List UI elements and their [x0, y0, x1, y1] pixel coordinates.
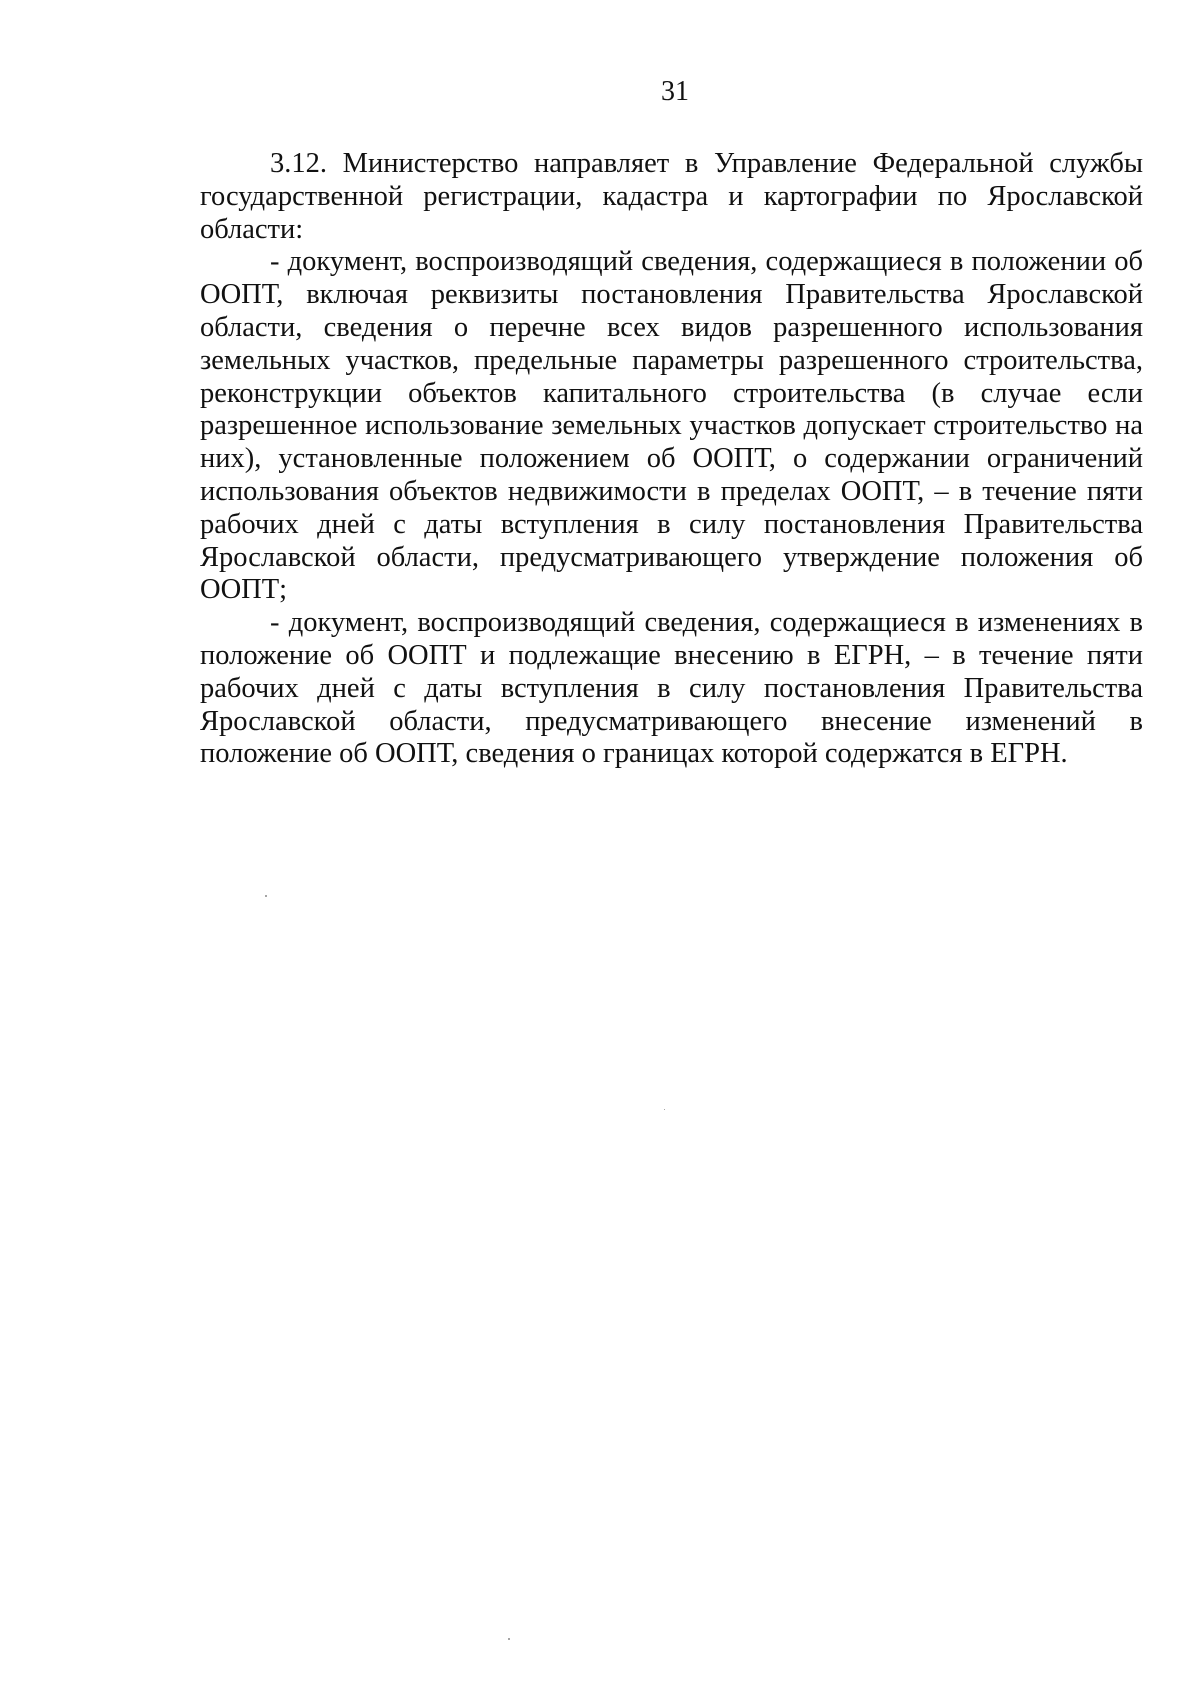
- scan-speck: [508, 1638, 510, 1640]
- page-number: 31: [661, 76, 689, 107]
- paragraph-item-1: - документ, воспроизводящий сведения, содержащиеся в положении об ООПТ, включая реквизиты постановления Правительства Ярославской области, сведения о перечне всех видов разрешенного использования земельных участков, предельные параметры разрешенного строительства, реконструкции объектов капитального строительства (в случае если разрешенное использование земельных участков допускает строительство на них), установленные положением об ООПТ, о содержании ограничений использования объектов недвижимости в пределах ООПТ, – в течение пяти рабочих дней с даты вступления в силу постановления Правительства Ярославской области, предусматривающего утверждение положения об ООПТ;: [200, 246, 1143, 606]
- scan-speck: [664, 1109, 665, 1110]
- document-body: [200, 148, 1143, 771]
- paragraph-3-12: 3.12. Министерство направляет в Управление Федеральной службы государственной регистрации, кадастра и картографии по Ярославской области:: [200, 148, 1143, 245]
- paragraph-item-2: - документ, воспроизводящий сведения, содержащиеся в изменениях в положение об ООПТ и подлежащие внесению в ЕГРН, – в течение пяти рабочих дней с даты вступления в силу постановления Правительства Ярославской области, предусматривающего внесение изменений в положение об ООПТ, сведения о границах которой содержатся в ЕГРН.: [200, 607, 1143, 770]
- scan-speck: [265, 895, 267, 897]
